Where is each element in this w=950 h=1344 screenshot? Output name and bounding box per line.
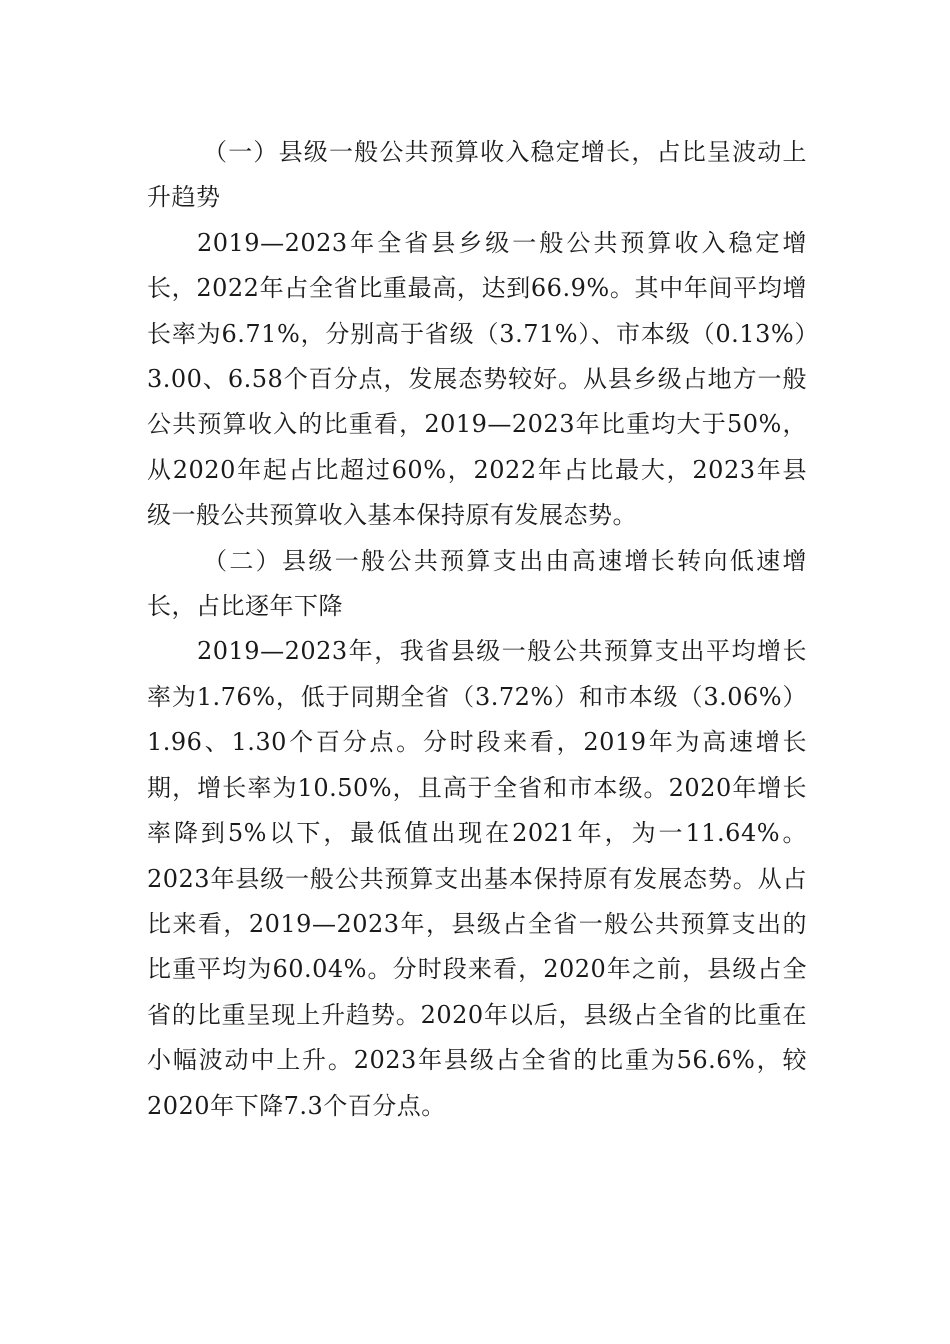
section-heading-2: （二）县级一般公共预算支出由高速增长转向低速增长，占比逐年下降	[147, 546, 807, 621]
section-heading-1: （一）县级一般公共预算收入稳定增长，占比呈波动上升趋势	[147, 138, 807, 212]
document-body	[147, 130, 807, 1129]
paragraph-1: 2019—2023年全省县乡级一般公共预算收入稳定增长，2022年占全省比重最高，达到66.9%。其中年间平均增长率为6.71%，分别高于省级（3.71%）、市本级（0.13%）3.00、6.58个百分点，发展态势较好。从县乡级占地方一般公共预算收入的比重看，2019—2023年比重均大于50%，从2020年起占比超过60%，2022年占比最大，2023年县级一般公共预算收入基本保持原有发展态势。	[147, 228, 807, 530]
paragraph-2: 2019—2023年，我省县级一般公共预算支出平均增长率为1.76%，低于同期全省（3.72%）和市本级（3.06%）1.96、1.30个百分点。分时段来看，2019年为高速增长期，增长率为10.50%，且高于全省和市本级。2020年增长率降到5%以下，最低值出现在2021年，为一11.64%。2023年县级一般公共预算支出基本保持原有发展态势。从占比来看，2019—2023年，县级占全省一般公共预算支出的比重平均为60.04%。分时段来看，2020年之前，县级占全省的比重呈现上升趋势。2020年以后，县级占全省的比重在小幅波动中上升。2023年县级占全省的比重为56.6%，较2020年下降7.3个百分点。	[147, 637, 807, 1120]
